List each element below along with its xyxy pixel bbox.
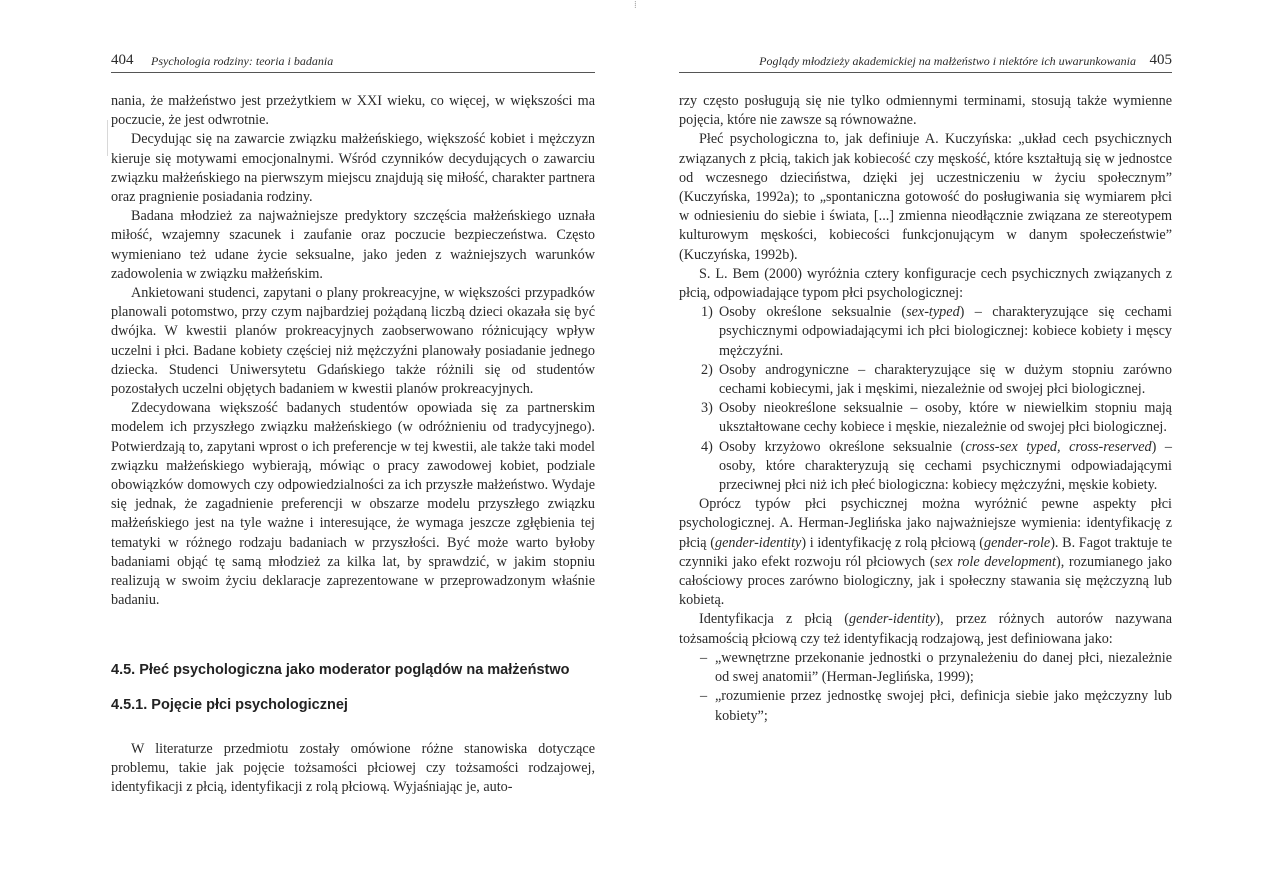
paragraph: S. L. Bem (2000) wyróżnia cztery konfiguracje cech psychicznych związanych z płcią, odpowiadające typom płci psychologicznej: <box>679 265 1172 302</box>
english-term: gender-identity <box>714 534 802 551</box>
list-item <box>679 649 1172 687</box>
list-number: 1) <box>701 304 713 321</box>
dash-bullet: – <box>700 688 708 705</box>
psychological-gender-types-list <box>679 303 1172 495</box>
paragraph: Płeć psychologiczna to, jak definiuje A. Kuczyńska: „układ cech psychicznych związanych z płcią, takich jak kobiecość czy męskość, które kształtują się w jednostce od wczesnego dzieciństwa, dzięki jej uczestniczeniu w życiu społecznym” (Kuczyńska, 1992a); to „spontaniczna gotowość do posługiwania się wymiarem płci w odniesieniu do siebie i świata, [...] zmienna nieodłącznie związana ze stereotypem kulturowym męskości, kobiecości funkcjonującym w danym społeczeństwie” (Kuczyńska, 1992b). <box>679 131 1172 263</box>
paragraph: Decydując się na zawarcie związku małżeńskiego, większość kobiet i mężczyzn kieruje się motywami emocjonalnymi. Wśród czynników decydujących o zawarciu związku małżeńskiego na pierwszym miejscu znajdują się miłość, charakter partnera oraz pragnienie posiadania rodziny. <box>111 131 595 206</box>
right-running-title: Poglądy młodzieży akademickiej na małżeństwo i niektóre ich uwarunkowania <box>759 54 1136 68</box>
left-body-text <box>111 92 595 610</box>
paragraph: Ankietowani studenci, zapytani o plany prokreacyjne, w większości przypadków planowali potomstwo, przy czym najbardziej pożądaną liczbą dzieci okazała się być dwójka. W kwestii planów prokreacyjnych zaobserwowano różnicujący wpływ uczelni i płci. Badane kobiety częściej niż mężczyźni planowały posiadanie jednego dziecka. Studenci Uniwersytetu Gdańskiego także różnili się od studentów pozostałych uczelni objętych badaniem w kwestii planów prokreacyjnych. <box>111 285 595 398</box>
english-term: gender-identity <box>848 611 936 628</box>
list-item <box>679 399 1172 437</box>
list-text: „rozumienie przez jednostkę swojej płci, definicja siebie jako mężczyzny lub kobiety”; <box>715 688 1172 724</box>
paragraph: rzy często posługują się nie tylko odmiennymi terminami, stosują także wymienne pojęcia, które nie zawsze są równoważne. <box>679 93 1172 129</box>
english-term: cross-sex typed, cross-reserved <box>965 438 1152 455</box>
list-text: Osoby krzyżowo określone seksualnie ( <box>719 438 966 455</box>
list-text: Osoby nieokreślone seksualnie – osoby, które w niewielkim stopniu mają ukształtowane cechy kobiece i męskie, niezależnie od swojej płci biologicznej. <box>719 400 1172 436</box>
paragraph: Oprócz typów płci psychicznej można wyróżnić pewne aspekty płci psychologicznej. A. Herman-Jeglińska jako najważniejsze wymienia: identyfikację z płcią (gender-identity) i identyfikację z rolą płciową (gender-role). B. Fagot traktuje te czynniki jako efekt rozwoju ról płciowych (sex role development), rozumianego jako całościowy proces zarówno biologiczny, jak i społeczny stawania się mężczyzną lub kobietą. <box>679 496 1173 609</box>
english-term: gender-role <box>984 534 1051 551</box>
list-text: Osoby androgyniczne – charakteryzujące się w dużym stopniu zarówno cechami kobiecymi, jak i męskimi, niezależnie od swojej płci biologicznej. <box>719 361 1172 398</box>
subsection-heading: 4.5.1. Pojęcie płci psychologicznej <box>111 697 348 713</box>
list-text: ) – osoby, które charakteryzują się cechami psychicznymi odpowiadającymi przeciwnej płci niż ich płeć biologiczna: kobiecy mężczyźni, męskie kobiety. <box>719 438 1173 494</box>
right-running-head <box>679 50 1172 73</box>
list-number: 2) <box>701 361 713 378</box>
list-text: Osoby określone seksualnie ( <box>719 304 907 321</box>
list-item <box>679 687 1172 725</box>
list-number: 4) <box>701 438 713 455</box>
paragraph: Badana młodzież za najważniejsze predyktory szczęścia małżeńskiego uznała miłość, wzajemny szacunek i zaufanie oraz poczucie bezpieczeństwa. Często wymieniano też udane życie seksualne, jako jeden z ważniejszych warunków zadowolenia w związku małżeńskim. <box>111 208 595 282</box>
left-running-head <box>111 50 595 73</box>
section-heading: 4.5. Płeć psychologiczna jako moderator poglądów na małżeństwo <box>111 662 570 678</box>
subsection-body <box>111 740 595 798</box>
scan-artifact <box>107 120 108 156</box>
list-number: 3) <box>701 400 713 417</box>
list-text: ) – charakteryzujące się cechami psychicznymi odpowiadającymi ich płci biologicznej: kobiece kobiety i męscy mężczyźni. <box>719 304 1172 359</box>
paragraph: Zdecydowana większość badanych studentów opowiada się za partnerskim modelem ich przyszłego związku małżeńskiego (w odróżnieniu od tradycyjnego). Potwierdzają to, zapytani wprost o ich preferencje w tej kwestii, ale także taki model związku małżeńskiego wybierają, mówiąc o pracy zawodowej kobiet, podziale obowiązków domowych czy odpowiedzialności za ich przyszłe małżeństwo. Wydaje się jednak, że zagadnienie preferencji w obszarze modelu przyszłego związku małżeńskiego jest na tyle ważne i interesujące, że wymaga jeszcze zgłębienia tej tematyki w różnego rodzaju badaniach w przyszłości. Być może warto byłoby badaniami objąć tę samą młodzież za kilka lat, by sprawdzić, w jakim stopniu realizują w swoim życiu deklaracje zaprezentowane w przeprowadzonym właśnie badaniu. <box>111 400 595 609</box>
paragraph: Identyfikacja z płcią (gender-identity), przez różnych autorów nazywana tożsamością płciową czy też identyfikacją rodzajową, jest definiowana jako: <box>679 611 1172 647</box>
list-item <box>679 361 1172 399</box>
definitions-list <box>679 649 1172 726</box>
dash-bullet: – <box>700 649 708 666</box>
left-page-number: 404 <box>111 52 134 68</box>
english-term: sex role development <box>934 553 1056 570</box>
left-running-title: Psychologia rodziny: teoria i badania <box>151 54 334 68</box>
paragraph: W literaturze przedmiotu zostały omówione różne stanowiska dotyczące problemu, takie jak pojęcie tożsamości płciowej czy tożsamości rodzajowej, identyfikacji z płcią, identyfikacji z rolą płciową. Wyjaśniając je, auto- <box>111 741 595 796</box>
right-body-text <box>679 92 1172 726</box>
english-term: sex-typed <box>906 304 960 321</box>
gutter-mark: ⁞ <box>634 0 637 11</box>
paragraph: nania, że małżeństwo jest przeżytkiem w XXI wieku, co więcej, w większości ma poczucie, że jest odwrotnie. <box>111 93 595 129</box>
list-item <box>679 303 1172 361</box>
list-item <box>679 438 1172 496</box>
list-text: „wewnętrzne przekonanie jednostki o przynależeniu do danej płci, niezależnie od swej anatomii” (Herman-Jeglińska, 1999); <box>715 649 1172 686</box>
right-page-number: 405 <box>1149 52 1172 68</box>
